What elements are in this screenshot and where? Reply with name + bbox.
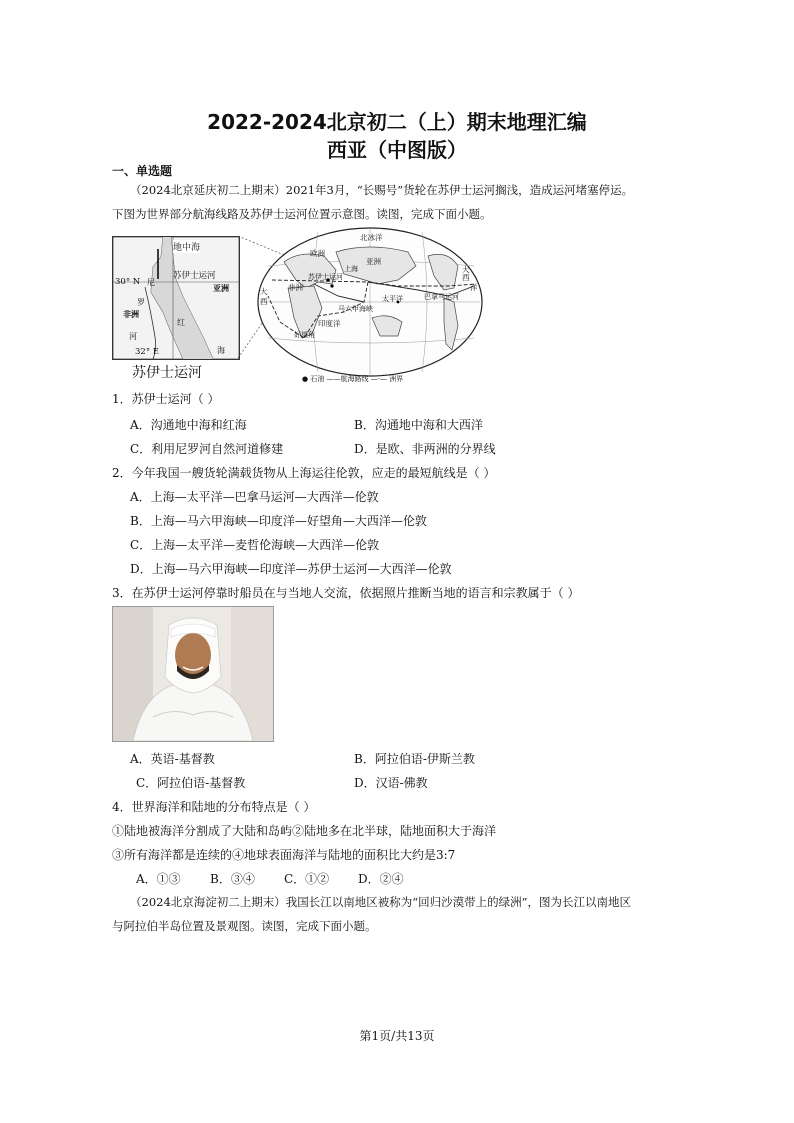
page-footer: 第1页/共13页 xyxy=(359,1029,435,1043)
globe-label-africa: 非洲 xyxy=(288,283,303,292)
q3-stem: 3．在苏伊士运河停靠时船员在与当地人交流，依据照片推断当地的语言和宗教属于（ ） xyxy=(112,586,580,600)
globe-label-west: 西 xyxy=(462,273,470,282)
q3-option-a: A．英语-基督教 xyxy=(130,752,215,766)
inset-label-sea: 海 xyxy=(217,346,225,355)
globe-label-indian: 印度洋 xyxy=(318,319,341,328)
inset-label-nile3: 河 xyxy=(129,332,137,341)
globe-label-malacca: 马六甲海峡 xyxy=(338,305,373,313)
world-route-map xyxy=(248,226,492,384)
inset-label-lon: 32° E xyxy=(135,347,159,357)
globe-label-ocean: 洋 xyxy=(470,283,478,292)
globe-label-asia: 亚洲 xyxy=(366,257,381,266)
inset-label-red: 红 xyxy=(177,318,185,327)
document-subtitle: 西亚（中图版） xyxy=(327,138,467,162)
q2-option-a: A．上海—太平洋—巴拿马运河—大西洋—伦敦 xyxy=(130,490,379,504)
q4-statement-line1: ①陆地被海洋分割成了大陆和岛屿②陆地多在北半球，陆地面积大于海洋 xyxy=(112,824,497,838)
globe-label-arctic: 北冰洋 xyxy=(360,233,383,242)
q1-option-b: B．沟通地中海和大西洋 xyxy=(354,418,483,432)
arab-man-illustration xyxy=(113,607,273,741)
globe-label-shanghai: 上海 xyxy=(344,265,358,273)
section-heading: 一、单选题 xyxy=(112,164,173,178)
q3-option-d: D．汉语-佛教 xyxy=(354,776,428,790)
inset-label-nile1: 尼 xyxy=(147,278,155,287)
globe-label-europe: 欧洲 xyxy=(310,249,325,258)
q2-option-b: B．上海—马六甲海峡—印度洋—好望角—大西洋—伦敦 xyxy=(130,514,427,528)
globe-label-cape: 好望角 xyxy=(294,331,315,339)
inset-label-med: 地中海 xyxy=(173,240,200,253)
q4-statement-line2: ③所有海洋都是连续的④地球表面海洋与陆地的面积比大约是3:7 xyxy=(112,848,456,862)
q2-stem: 2．今年我国一艘货轮满载货物从上海运往伦敦，应走的最短航线是（ ） xyxy=(112,466,496,480)
q4-option-a: A．①③ xyxy=(136,872,181,886)
globe-label-west2: 西 xyxy=(260,297,268,306)
globe-label-big1: 大 xyxy=(462,265,470,274)
q1-option-d: D．是欧、非两洲的分界线 xyxy=(354,442,496,456)
inset-label-asia: 亚洲 xyxy=(213,283,229,293)
inset-map-caption: 苏伊士运河 xyxy=(132,365,202,381)
q4-option-d: D．②④ xyxy=(358,872,404,886)
globe-legend: ● 石油 ——航海路线 —·— 洲界 xyxy=(302,375,404,383)
q4-option-c: C．①② xyxy=(284,872,330,886)
globe-label-panama: 巴拿马运河 xyxy=(424,293,459,301)
arab-man-photo xyxy=(112,606,274,742)
intro-paragraph-2: （2024北京海淀初二上期末）我国长江以南地区被称为“回归沙漠带上的绿洲”，图为长江以南地区 xyxy=(130,895,632,909)
q1-option-a: A．沟通地中海和红海 xyxy=(130,418,247,432)
intro-paragraph-2-cont: 与阿拉伯半岛位置及景观图。读图，完成下面小题。 xyxy=(112,919,377,933)
globe-label-pacific: 太平洋 xyxy=(382,295,403,303)
globe-label-suez: 苏伊士运河 xyxy=(308,273,343,281)
inset-label-nile2: 罗 xyxy=(137,298,145,307)
q2-option-c: C．上海—太平洋—麦哲伦海峡—大西洋—伦敦 xyxy=(130,538,380,552)
q3-option-c: C．阿拉伯语-基督教 xyxy=(136,776,246,790)
q3-option-b: B．阿拉伯语-伊斯兰教 xyxy=(354,752,475,766)
inset-label-lat: 30° N xyxy=(115,277,141,287)
inset-label-canal: 苏伊士运河 xyxy=(173,271,216,281)
globe-label-big2: 大 xyxy=(260,287,268,296)
q4-option-b: B．③④ xyxy=(210,872,255,886)
q4-stem: 4．世界海洋和陆地的分布特点是（ ） xyxy=(112,800,316,814)
q2-option-d: D．上海—马六甲海峡—印度洋—苏伊士运河—大西洋—伦敦 xyxy=(130,562,452,576)
inset-label-africa: 非洲 xyxy=(123,309,139,319)
q1-stem: 1．苏伊士运河（ ） xyxy=(112,392,220,406)
intro-paragraph-1: （2024北京延庆初二上期末）2021年3月，“长赐号”货轮在苏伊士运河搁浅，造成运河堵塞停运。 xyxy=(130,183,634,197)
suez-inset-map xyxy=(112,236,240,360)
intro-paragraph-1-cont: 下图为世界部分航海线路及苏伊士运河位置示意图。读图，完成下面小题。 xyxy=(112,207,492,221)
q1-option-c: C．利用尼罗河自然河道修建 xyxy=(130,442,284,456)
document-title: 2022-2024北京初二（上）期末地理汇编 xyxy=(207,110,587,134)
